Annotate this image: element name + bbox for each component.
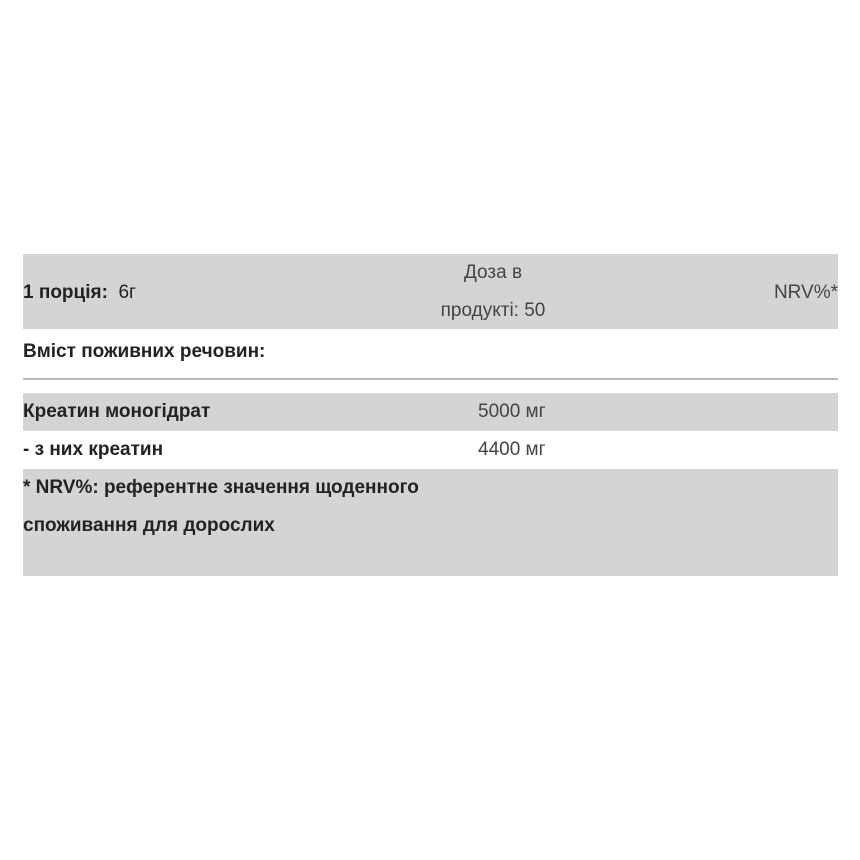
nrv-footnote: * NRV%: референтне значення щоденного споживання для дорослих xyxy=(23,477,419,536)
doses-label-line2: продукті: 50 xyxy=(440,300,546,321)
ingredient-name: - з них креатин xyxy=(23,439,164,460)
serving-value: 6г xyxy=(118,282,136,303)
doses-label-line1: Доза в xyxy=(463,262,523,283)
ingredient-name: Креатин моногідрат xyxy=(23,401,211,422)
serving-size xyxy=(23,274,136,312)
table-row xyxy=(23,431,838,469)
ingredient-amount: 5000 мг xyxy=(478,401,546,422)
nrv-column-header: NRV%* xyxy=(773,282,838,303)
serving-header-row xyxy=(23,254,838,329)
section-heading-row xyxy=(23,329,838,379)
serving-label: 1 порція: xyxy=(23,282,108,303)
doses-per-product xyxy=(403,254,583,330)
section-title: Вміст поживних речовин: xyxy=(23,341,266,362)
ingredient-amount: 4400 мг xyxy=(478,439,546,460)
nutrition-table xyxy=(23,254,838,576)
table-row xyxy=(23,393,838,431)
spacer xyxy=(23,379,838,393)
footnote-row xyxy=(23,469,838,576)
